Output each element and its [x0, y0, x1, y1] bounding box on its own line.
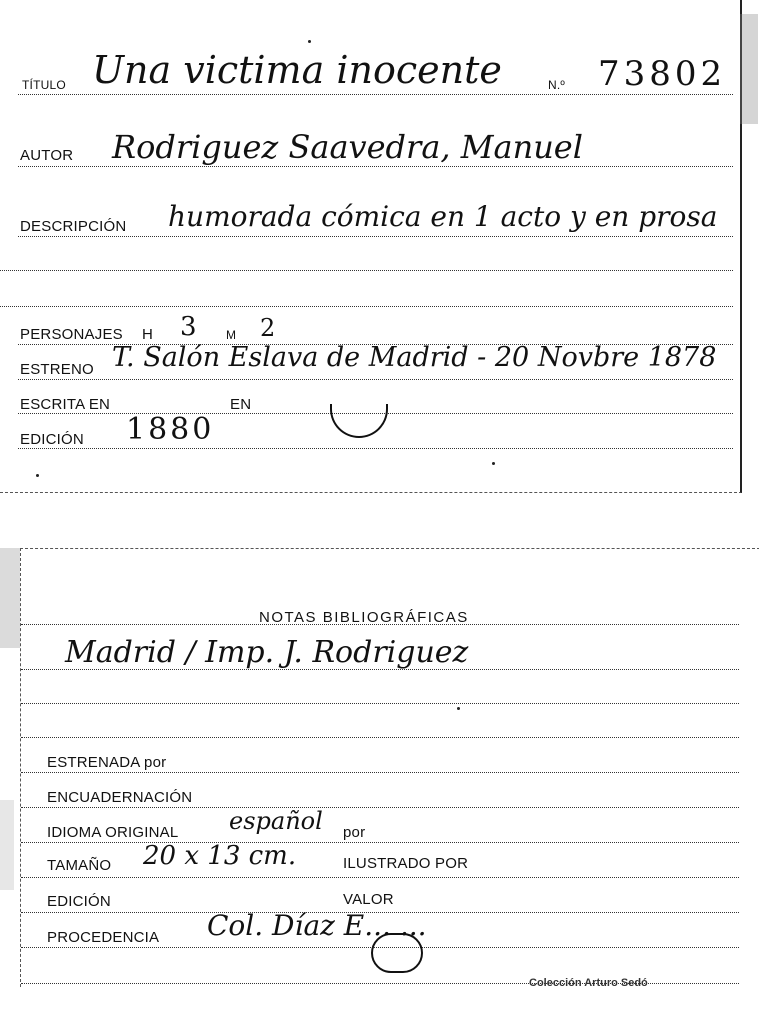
collection-credit: Colección Arturo Sedó — [529, 977, 648, 989]
rule-line — [21, 842, 739, 843]
scan-noise — [0, 548, 20, 648]
scan-noise — [740, 14, 758, 124]
ink-dot — [492, 462, 495, 465]
descripcion-label: DESCRIPCIÓN — [20, 218, 127, 235]
notas-value: Madrid / Imp. J. Rodriguez — [65, 635, 469, 670]
procedencia-label: PROCEDENCIA — [47, 929, 160, 946]
edicion-value: 1880 — [126, 412, 215, 447]
numero-value: 73802 — [598, 54, 727, 94]
estreno-value: T. Salón Eslava de Madrid - 20 Novbre 1878 — [112, 342, 717, 373]
back-edicion-label: EDICIÓN — [47, 893, 111, 910]
descripcion-value: humorada cómica en 1 acto y en prosa — [168, 200, 718, 233]
ink-dot — [457, 707, 460, 710]
rule-line — [21, 737, 739, 738]
tamano-value: 20 x 13 cm. — [143, 841, 297, 871]
titulo-value: Una victima inocente — [92, 48, 502, 92]
ilustrado-label: ILUSTRADO POR — [343, 855, 469, 872]
punch-hole — [371, 933, 423, 973]
catalog-card-back — [20, 548, 759, 987]
rule-line — [21, 807, 739, 808]
punch-hole — [330, 404, 388, 438]
encuadernacion-label: ENCUADERNACIÓN — [47, 789, 193, 806]
rule-line — [21, 703, 739, 704]
idioma-label: IDIOMA ORIGINAL — [47, 824, 179, 841]
personajes-m-value: 2 — [260, 314, 276, 342]
rule-line — [18, 448, 733, 449]
numero-label: N.º — [548, 78, 565, 92]
idioma-por-label: por — [343, 824, 366, 841]
rule-line — [18, 94, 733, 95]
escrita-label: ESCRITA EN — [20, 396, 111, 413]
catalog-card-front — [0, 0, 742, 493]
autor-label: AUTOR — [20, 147, 74, 164]
rule-line — [0, 306, 733, 307]
estrenada-label: ESTRENADA por — [47, 754, 167, 771]
rule-line — [18, 379, 733, 380]
estreno-label: ESTRENO — [20, 361, 94, 378]
edicion-label: EDICIÓN — [20, 431, 84, 448]
rule-line — [18, 166, 733, 167]
idioma-value: español — [229, 807, 323, 835]
personajes-m-label: M — [226, 328, 237, 342]
rule-line — [18, 236, 733, 237]
titulo-label: TÍTULO — [22, 78, 66, 92]
personajes-h-label: H — [142, 326, 154, 343]
rule-line — [21, 772, 739, 773]
autor-value: Rodriguez Saavedra, Manuel — [112, 128, 583, 166]
rule-line — [21, 877, 739, 878]
escrita-en-label: EN — [230, 396, 252, 413]
procedencia-value: Col. Díaz E... ... — [207, 909, 427, 942]
tamano-label: TAMAÑO — [47, 857, 112, 874]
personajes-label: PERSONAJES — [20, 326, 123, 343]
ink-dot — [308, 40, 311, 43]
notas-title: NOTAS BIBLIOGRÁFICAS — [259, 609, 469, 626]
scan-noise — [0, 800, 14, 890]
ink-dot — [36, 474, 39, 477]
rule-line — [0, 270, 733, 271]
valor-label: VALOR — [343, 891, 394, 908]
personajes-h-value: 3 — [180, 312, 197, 342]
